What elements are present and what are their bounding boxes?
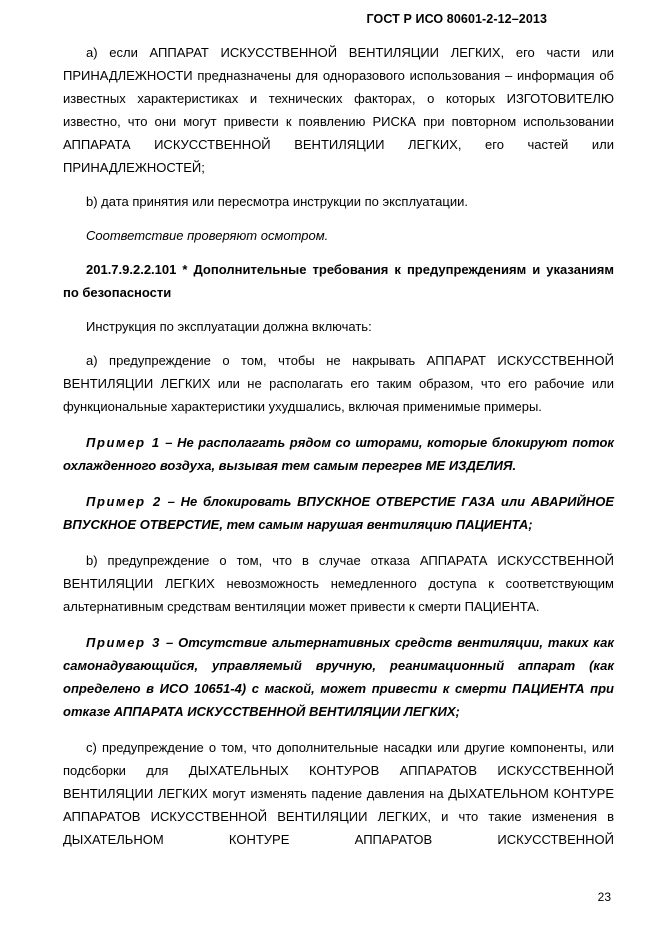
section-heading: 201.7.9.2.2.101 * Дополнительные требования к предупреждениям и указаниям по безопасности — [63, 262, 614, 300]
document-header: ГОСТ Р ИСО 80601-2-12–2013 — [366, 12, 547, 26]
example-2-label: Пример 2 — [86, 494, 162, 509]
list-item-a-cover-warning: a) предупреждение о том, чтобы не накрывать АППАРАТ ИСКУССТВЕННОЙ ВЕНТИЛЯЦИИ ЛЕГКИХ или не располагать его таким образом, что его рабочие или функциональные характеристики ухудшались, включая применимые примеры. — [63, 353, 614, 414]
example-3-text: – Отсутствие альтернативных средств вентиляции, таких как самонадувающийся, управляемый вручную, реанимационный аппарат (как определено в ИСО 10651-4) с маской, может привести к смерти ПАЦИЕНТА при отказе АППАРАТА ИСКУССТВЕННОЙ ВЕНТИЛЯЦИИ ЛЕГКИХ; — [63, 635, 614, 719]
list-item-b-failure-warning: b) предупреждение о том, что в случае отказа АППАРАТА ИСКУССТВЕННОЙ ВЕНТИЛЯЦИИ ЛЕГКИХ невозможность немедленного доступа к соответствующим альтернативным средствам вентиляции может привести к смерти ПАЦИЕНТА. — [63, 553, 614, 614]
compliance-note: Соответствие проверяют осмотром. — [86, 228, 329, 243]
page-body — [63, 41, 614, 851]
example-1 — [63, 431, 614, 477]
list-item-c-attachments: c) предупреждение о том, что дополнительные насадки или другие компоненты, или подсборки для ДЫХАТЕЛЬНЫХ КОНТУРОВ АППАРАТОВ ИСКУССТВЕННОЙ ВЕНТИЛЯЦИИ ЛЕГКИХ могут изменять падение давления на ДЫХАТЕЛЬНОМ КОНТУРЕ АППАРАТОВ ИСКУССТВЕННОЙ ВЕНТИЛЯЦИИ ЛЕГКИХ, и что такие изменения в ДЫХАТЕЛЬНОМ КОНТУРЕ АППАРАТОВ ИСКУССТВЕННОЙ — [63, 740, 614, 847]
example-2-text: – Не блокировать ВПУСКНОЕ ОТВЕРСТИЕ ГАЗА или АВАРИЙНОЕ ВПУСКНОЕ ОТВЕРСТИЕ, тем самым нарушая вентиляцию ПАЦИЕНТА; — [63, 494, 614, 532]
list-item-b-date: b) дата принятия или пересмотра инструкции по эксплуатации. — [86, 194, 468, 209]
intro-text: Инструкция по эксплуатации должна включать: — [86, 319, 372, 334]
list-item-a-single-use: a) если АППАРАТ ИСКУССТВЕННОЙ ВЕНТИЛЯЦИИ ЛЕГКИХ, его части или ПРИНАДЛЕЖНОСТИ предназначены для одноразового использования – информация об известных характеристиках и технических факторах, о которых ИЗГОТОВИТЕЛЮ известно, что они могут привести к появлению РИСКА при повторном использовании АППАРАТА ИСКУССТВЕННОЙ ВЕНТИЛЯЦИИ ЛЕГКИХ, его частей или ПРИНАДЛЕЖНОСТЕЙ; — [63, 45, 614, 175]
example-1-text: – Не располагать рядом со шторами, которые блокируют поток охлажденного воздуха, вызывая тем самым перегрев МЕ ИЗДЕЛИЯ. — [63, 435, 614, 473]
page-number: 23 — [597, 890, 611, 904]
example-3 — [63, 631, 614, 723]
example-2 — [63, 490, 614, 536]
example-3-label: Пример 3 — [86, 635, 161, 650]
example-1-label: Пример 1 — [86, 435, 161, 450]
